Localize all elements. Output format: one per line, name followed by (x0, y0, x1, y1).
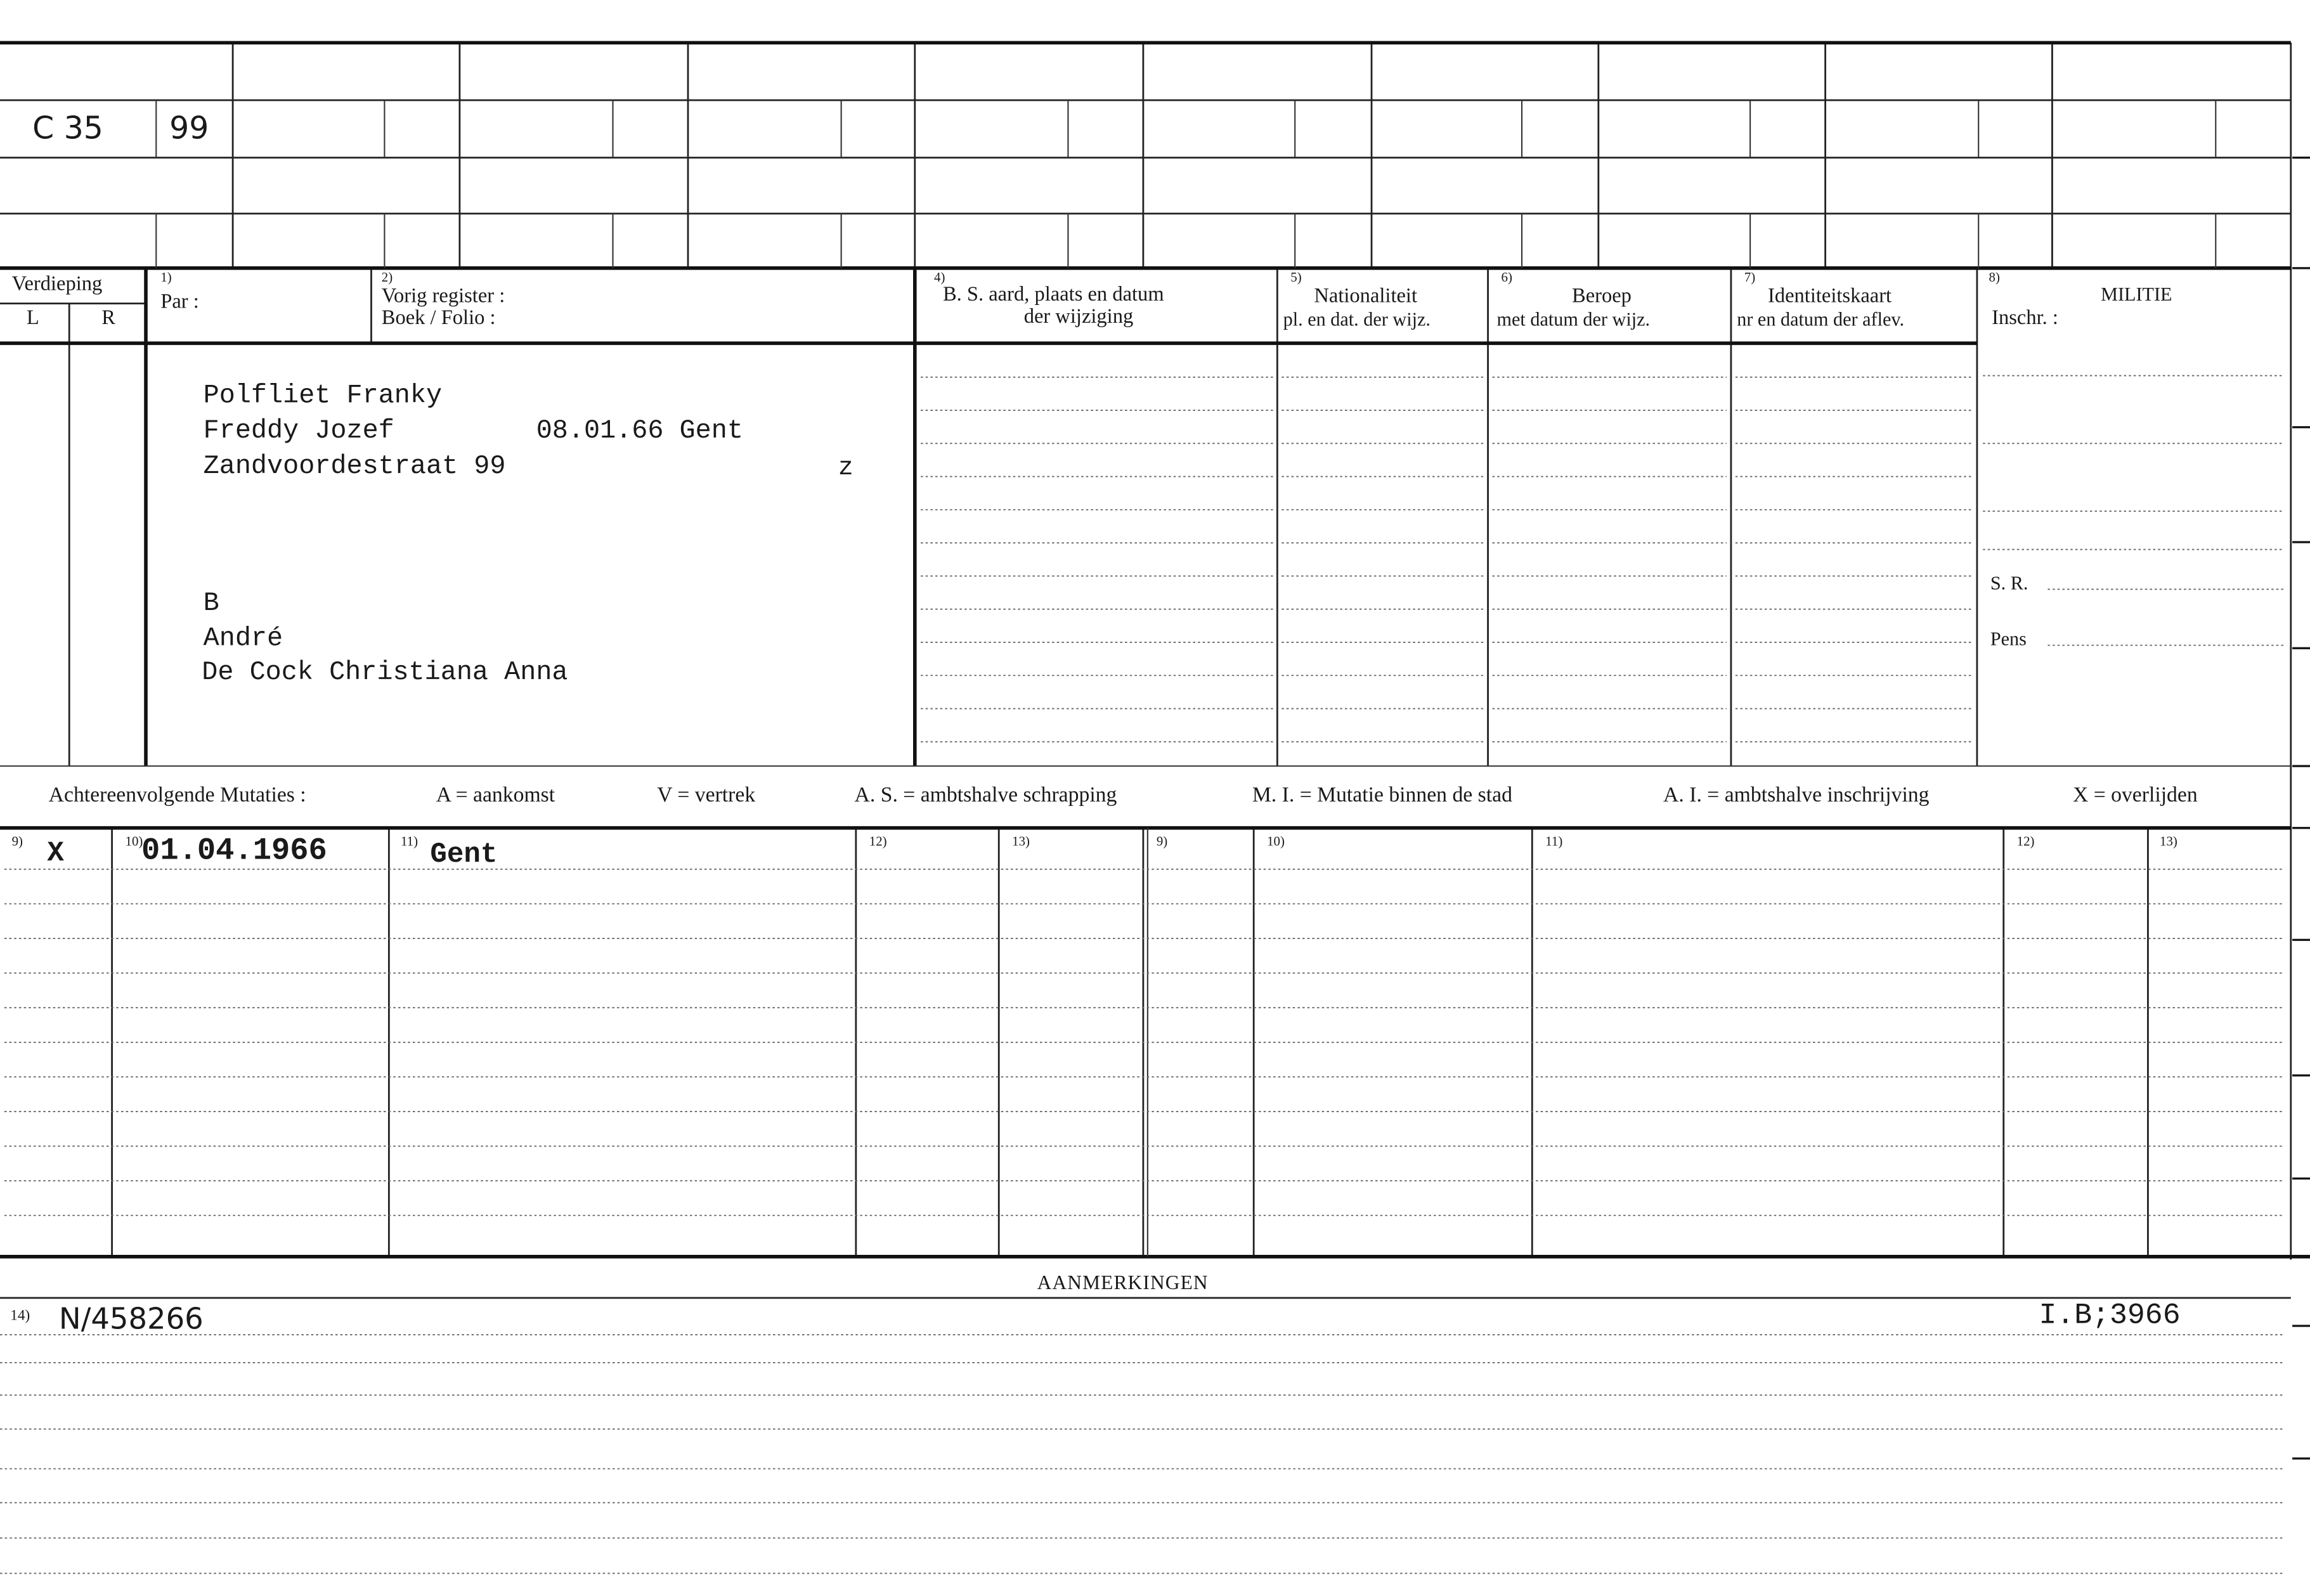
militie-title: MILITIE (2101, 283, 2172, 305)
person-address: Zandvoordestraat 99 (203, 452, 506, 482)
legend-v: V = vertrek (657, 784, 756, 808)
person-mark: z (838, 455, 853, 484)
col4-header-line1: B. S. aard, plaats en datum (942, 284, 1164, 307)
col4-number: 4) (933, 269, 945, 285)
remarks-ib-number: I.B;3966 (2039, 1299, 2181, 1333)
mut-col10b: 10) (1267, 834, 1285, 849)
mut-col9b: 9) (1156, 834, 1168, 849)
inschr-label: Inschr. : (1992, 308, 2058, 330)
par-label: Par : (160, 292, 199, 314)
col5-header-line1: Nationaliteit (1314, 285, 1418, 308)
col7-header-line2: nr en datum der aflev. (1737, 308, 1905, 330)
person-father: André (203, 625, 283, 654)
verdieping-right: R (101, 308, 116, 330)
col4-header-line2: der wijziging (1023, 306, 1134, 329)
col1-number: 1) (160, 269, 172, 285)
legend-mi: M. I. = Mutatie binnen de stad (1252, 784, 1512, 808)
mut-col11b: 11) (1545, 834, 1563, 849)
pens-label: Pens (1990, 627, 2027, 650)
legend-ai: A. I. = ambtshalve inschrijving (1663, 784, 1930, 808)
mut-col12b: 12) (2016, 834, 2035, 849)
col6-header-line2: met datum der wijz. (1496, 308, 1651, 330)
mut-col11: 11) (400, 834, 419, 849)
mutation-type: X (47, 836, 64, 869)
person-marital-code: B (203, 589, 219, 619)
person-birth: 08.01.66 Gent (536, 417, 743, 446)
remarks-number: 14) (10, 1308, 30, 1325)
code-cell: C 35 (32, 110, 103, 146)
person-middle-names: Freddy Jozef (203, 417, 394, 446)
remarks-title: AANMERKINGEN (1037, 1271, 1209, 1294)
col2-number: 2) (381, 269, 393, 285)
sr-label: S. R. (1990, 571, 2028, 594)
col8-number: 8) (1989, 269, 2000, 285)
col7-header-line1: Identiteitskaart (1768, 285, 1892, 308)
mut-col10: 10) (125, 834, 143, 849)
col6-number: 6) (1501, 269, 1512, 285)
mut-col9: 9) (11, 834, 23, 849)
col7-number: 7) (1744, 269, 1756, 285)
mut-col12: 12) (869, 834, 887, 849)
remarks-register-number: N/458266 (58, 1301, 204, 1337)
col6-header-line1: Beroep (1572, 285, 1632, 308)
boek-folio-label: Boek / Folio : (381, 308, 496, 330)
mutation-place: Gent (430, 838, 498, 871)
legend-a: A = aankomst (436, 784, 555, 808)
col5-header-line2: pl. en dat. der wijz. (1283, 308, 1431, 330)
legend-title: Achtereenvolgende Mutaties : (48, 784, 306, 808)
mutation-date: 01.04.1966 (141, 835, 327, 869)
person-name: Polfliet Franky (203, 381, 443, 412)
verdieping-left: L (26, 308, 39, 330)
mut-col13b: 13) (2160, 834, 2177, 849)
legend-as: A. S. = ambtshalve schrapping (854, 784, 1117, 808)
col5-number: 5) (1290, 269, 1302, 285)
legend-x: X = overlijden (2072, 784, 2198, 808)
person-mother: De Cock Christiana Anna (202, 658, 568, 688)
vorig-register-label: Vorig register : (381, 285, 505, 308)
verdieping-header: Verdieping (11, 274, 103, 296)
number-cell: 99 (169, 110, 209, 146)
mut-col13: 13) (1012, 834, 1030, 849)
